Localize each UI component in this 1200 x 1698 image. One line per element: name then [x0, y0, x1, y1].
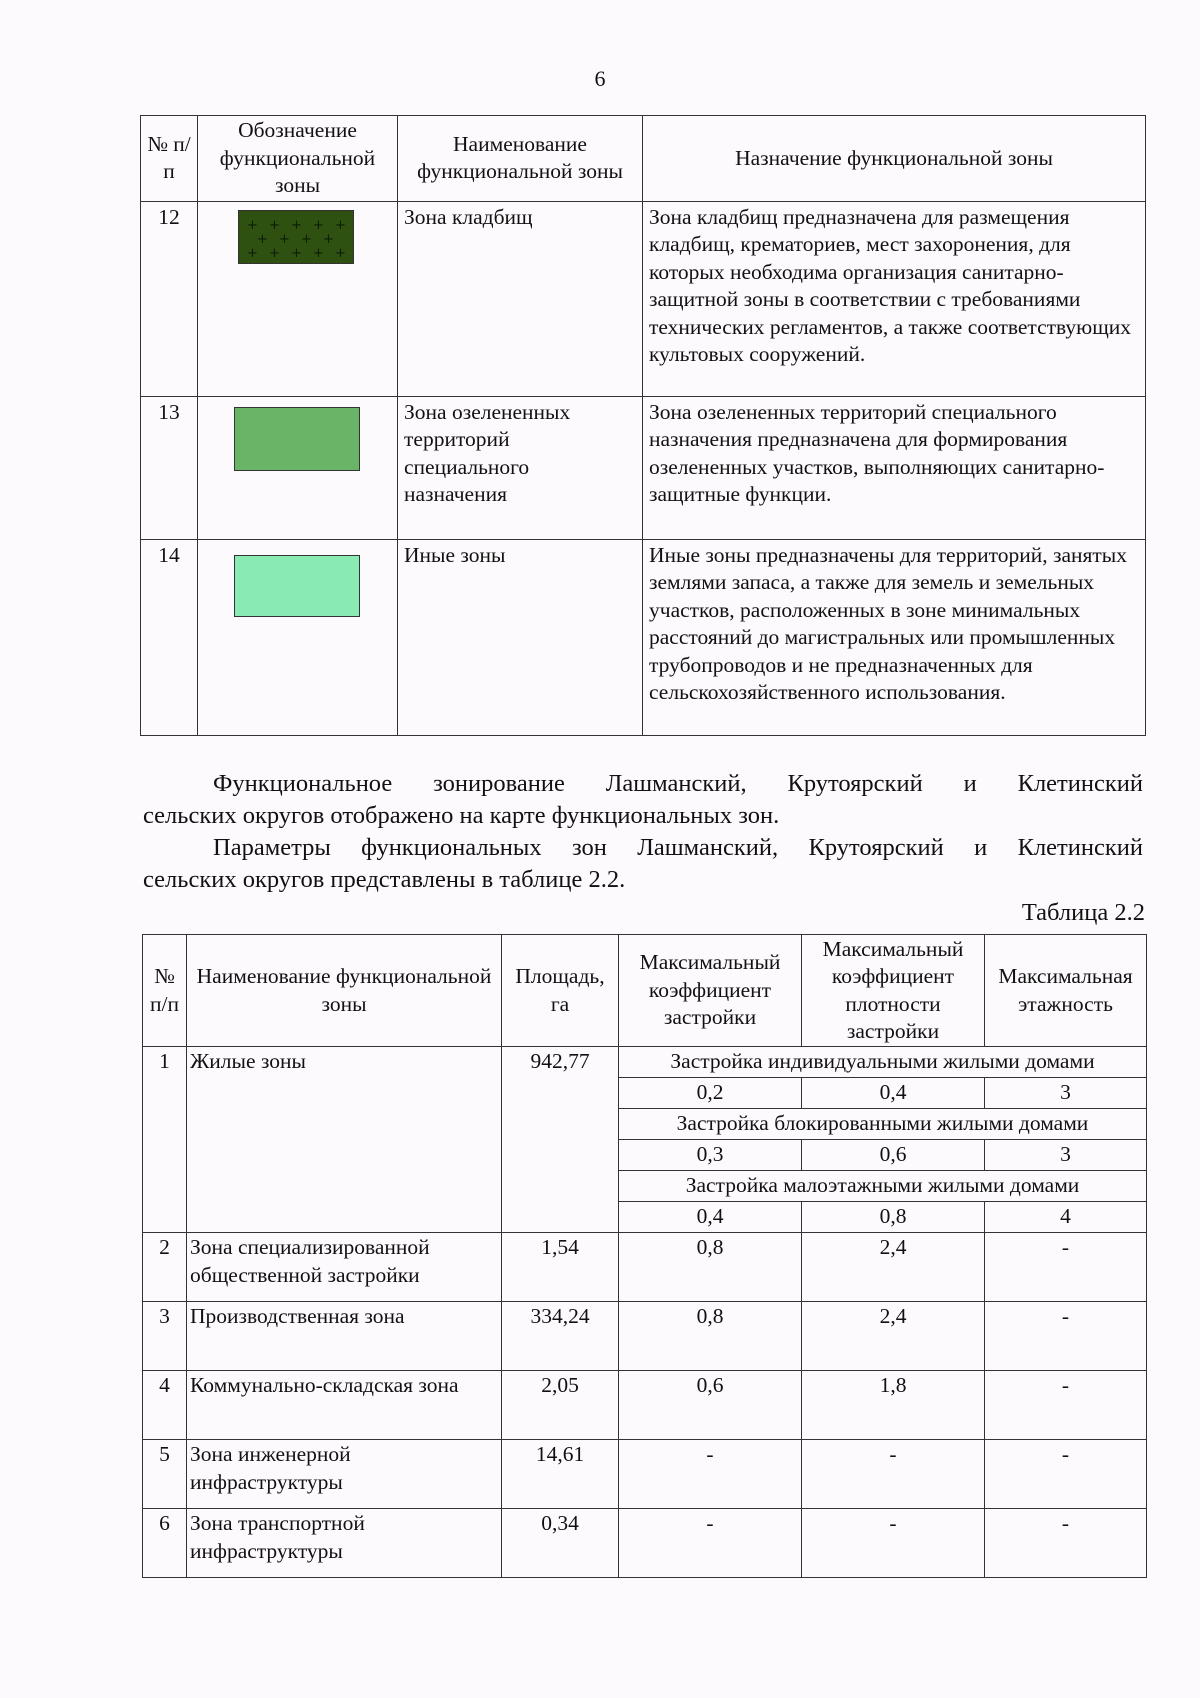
- max-build-coef: 0,2: [619, 1078, 802, 1109]
- header-number: № п/п: [141, 116, 198, 202]
- row-number: 3: [143, 1302, 187, 1371]
- row-number: 12: [141, 201, 198, 396]
- zone-purpose: Иные зоны предназначены для территорий, занятых землями запаса, а также для земель и земельных участков, расположенных в зоне минимальных расстояний до магистральных или промышленных трубопроводов и не предназначенных для сельскохозяйственного использования.: [643, 539, 1146, 735]
- max-density-coef: 0,8: [802, 1202, 985, 1233]
- page-number: 6: [594, 66, 606, 91]
- table-row: [143, 1509, 1147, 1578]
- max-build-coef: -: [619, 1509, 802, 1578]
- max-floors: -: [985, 1233, 1147, 1302]
- zone-purpose: Зона кладбищ предназначена для размещения кладбищ, крематориев, мест захоронения, для которых необходима организация санитарно-защитной зоны в соответствии с требованиями технических регламентов, а также соответствующих культовых сооружений.: [643, 201, 1146, 396]
- max-build-coef: 0,8: [619, 1233, 802, 1302]
- max-build-coef: 0,3: [619, 1140, 802, 1171]
- max-build-coef: 0,8: [619, 1302, 802, 1371]
- row-number: 1: [143, 1047, 187, 1233]
- header-max-density-coef: Максимальный коэффициент плотности застройки: [802, 935, 985, 1047]
- max-build-coef: -: [619, 1440, 802, 1509]
- max-density-coef: 1,8: [802, 1371, 985, 1440]
- max-density-coef: 2,4: [802, 1233, 985, 1302]
- zone-swatch-cell: [198, 539, 398, 735]
- zone-name: Зона озелененных территорий специального назначения: [398, 396, 643, 539]
- table-header-row: [141, 116, 1146, 202]
- zone-area: 2,05: [502, 1371, 619, 1440]
- body-paragraph: [143, 768, 1143, 832]
- max-density-coef: 0,6: [802, 1140, 985, 1171]
- table-row: [141, 539, 1146, 735]
- body-paragraph: [143, 832, 1143, 896]
- zone-swatch-cell: [198, 201, 398, 396]
- max-floors: -: [985, 1371, 1147, 1440]
- header-zone-purpose: Назначение функциональной зоны: [643, 116, 1146, 202]
- zone-name: Зона инженерной инфраструктуры: [187, 1440, 502, 1509]
- subgroup-title: Застройка индивидуальными жилыми домами: [619, 1047, 1147, 1078]
- max-floors: -: [985, 1302, 1147, 1371]
- row-number: 6: [143, 1509, 187, 1578]
- table-row: [141, 201, 1146, 396]
- paragraph-line: сельских округов представлены в таблице 2.2.: [143, 866, 626, 893]
- mint-zone-swatch: [234, 555, 360, 617]
- subgroup-title: Застройка малоэтажными жилыми домами: [619, 1171, 1147, 1202]
- zone-name: Зона специализированной общественной застройки: [187, 1233, 502, 1302]
- table-row: [143, 1440, 1147, 1509]
- table-header-row: [143, 935, 1147, 1047]
- zone-name: Жилые зоны: [187, 1047, 502, 1233]
- max-density-coef: 2,4: [802, 1302, 985, 1371]
- max-floors: -: [985, 1509, 1147, 1578]
- zone-name: Зона кладбищ: [398, 201, 643, 396]
- max-density-coef: -: [802, 1509, 985, 1578]
- green-zone-swatch: [234, 407, 360, 471]
- max-floors: -: [985, 1440, 1147, 1509]
- row-number: 2: [143, 1233, 187, 1302]
- zone-name: Зона транспортной инфраструктуры: [187, 1509, 502, 1578]
- header-designation: Обозначение функциональной зоны: [198, 116, 398, 202]
- zone-area: 0,34: [502, 1509, 619, 1578]
- table-row: [143, 1047, 1147, 1078]
- header-area: Площадь, га: [502, 935, 619, 1047]
- max-floors: 3: [985, 1078, 1147, 1109]
- max-build-coef: 0,6: [619, 1371, 802, 1440]
- table-row: [141, 396, 1146, 539]
- max-density-coef: 0,4: [802, 1078, 985, 1109]
- row-number: 4: [143, 1371, 187, 1440]
- zone-area: 942,77: [502, 1047, 619, 1233]
- zone-parameters-table: [142, 934, 1147, 1578]
- subgroup-title: Застройка блокированными жилыми домами: [619, 1109, 1147, 1140]
- table-row: [143, 1233, 1147, 1302]
- paragraph-line: сельских округов отображено на карте функциональных зон.: [143, 802, 780, 829]
- row-number: 5: [143, 1440, 187, 1509]
- paragraph-line: Параметры функциональных зон Лашманский, Крутоярский и Клетинский: [213, 834, 1143, 861]
- functional-zones-legend-table: [140, 115, 1146, 736]
- zone-area: 1,54: [502, 1233, 619, 1302]
- header-max-floors: Максимальная этажность: [985, 935, 1147, 1047]
- table-row: [143, 1302, 1147, 1371]
- paragraph-line: Функциональное зонирование Лашманский, Крутоярский и Клетинский: [213, 770, 1143, 797]
- table-row: [143, 1371, 1147, 1440]
- header-number: № п/п: [143, 935, 187, 1047]
- header-max-build-coef: Максимальный коэффициент застройки: [619, 935, 802, 1047]
- max-floors: 3: [985, 1140, 1147, 1171]
- max-build-coef: 0,4: [619, 1202, 802, 1233]
- zone-swatch-cell: [198, 396, 398, 539]
- max-floors: 4: [985, 1202, 1147, 1233]
- zone-purpose: Зона озелененных территорий специального назначения предназначена для формирования озелененных участков, выполняющих санитарно-защитные функции.: [643, 396, 1146, 539]
- cemetery-zone-swatch: + + + + + + + + + + + + + +: [238, 210, 354, 264]
- zone-name: Иные зоны: [398, 539, 643, 735]
- zone-name: Коммунально-складская зона: [187, 1371, 502, 1440]
- table-caption: Таблица 2.2: [1021, 899, 1145, 926]
- header-zone-name: Наименование функциональной зоны: [398, 116, 643, 202]
- zone-area: 334,24: [502, 1302, 619, 1371]
- max-density-coef: -: [802, 1440, 985, 1509]
- zone-name: Производственная зона: [187, 1302, 502, 1371]
- header-zone-name: Наименование функциональной зоны: [187, 935, 502, 1047]
- zone-area: 14,61: [502, 1440, 619, 1509]
- row-number: 13: [141, 396, 198, 539]
- row-number: 14: [141, 539, 198, 735]
